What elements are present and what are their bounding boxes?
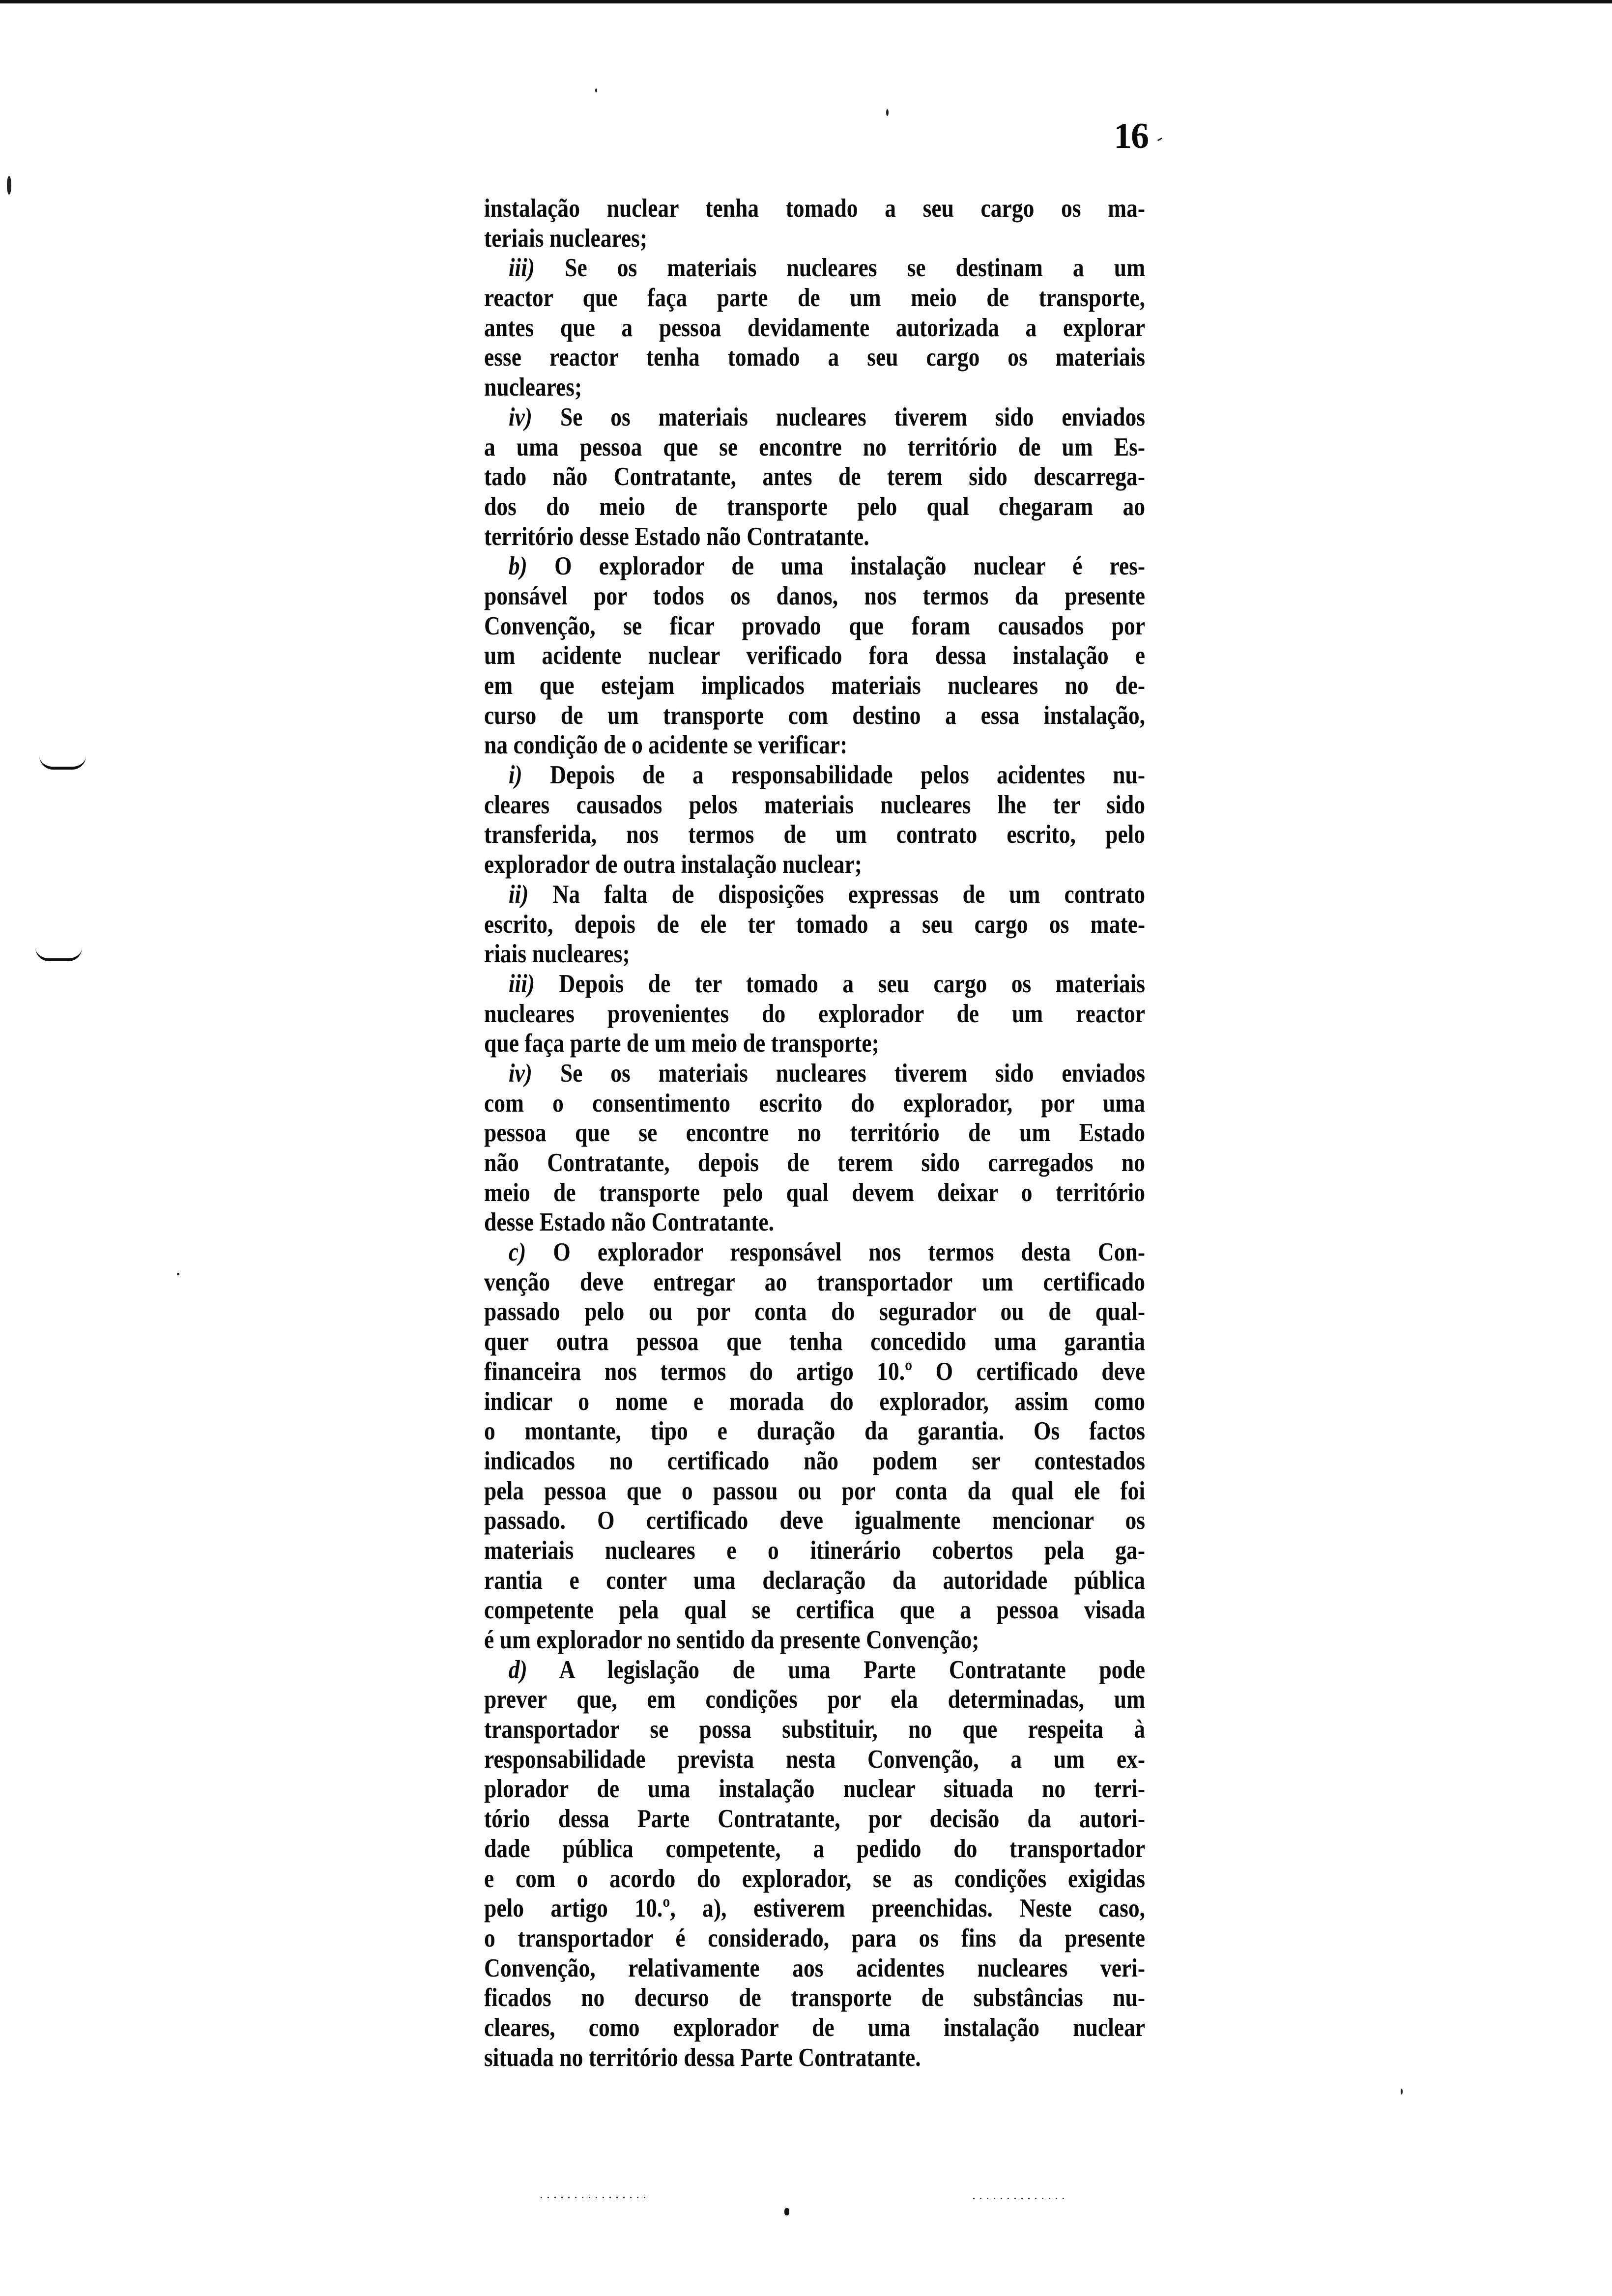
scan-bottom-mark xyxy=(784,2208,789,2215)
scan-speck xyxy=(595,88,597,92)
list-marker: ii) xyxy=(508,880,529,909)
text-line xyxy=(484,1953,1145,1983)
list-marker: i) xyxy=(508,761,522,790)
text-line xyxy=(484,939,1145,969)
line-text: e com o acordo do explorador, se as condições exigidas xyxy=(484,1864,1146,1893)
line-text: o transportador é considerado, para os fins da presente xyxy=(484,1923,1146,1952)
line-text: materiais nucleares e o itinerário cobertos pela ga- xyxy=(484,1536,1146,1565)
article-text-body xyxy=(484,194,1145,2072)
text-line xyxy=(484,1446,1145,1476)
scan-top-edge xyxy=(0,0,1612,3)
line-text: tado não Contratante, antes de terem sido descarrega- xyxy=(484,462,1146,491)
line-text: competente pela qual se certifica que a pessoa visada xyxy=(484,1596,1146,1625)
scan-speck xyxy=(886,109,889,116)
paragraph-start-line xyxy=(484,760,1145,790)
line-text: dade pública competente, a pedido do transportador xyxy=(484,1834,1146,1863)
line-text: não Contratante, depois de terem sido carregados no xyxy=(484,1148,1146,1177)
line-text: esse reactor tenha tomado a seu cargo os materiais xyxy=(484,343,1146,372)
text-line xyxy=(484,1566,1145,1596)
text-line xyxy=(484,2013,1145,2043)
text-line xyxy=(484,1118,1145,1148)
text-line xyxy=(484,1894,1145,1923)
line-text: transportador se possa substituir, no que respeita à xyxy=(484,1715,1146,1744)
text-line xyxy=(484,1864,1145,1894)
list-marker: iv) xyxy=(508,1059,532,1088)
paragraph-start-line xyxy=(484,253,1145,283)
paragraph-start-line xyxy=(484,1237,1145,1267)
line-text: dos do meio de transporte pelo qual chegaram ao xyxy=(484,492,1146,521)
list-marker: iv) xyxy=(508,402,532,431)
page-number: 16 xyxy=(1114,116,1148,156)
line-text: responsabilidade prevista nesta Convenção, a um ex- xyxy=(484,1745,1146,1774)
line-text: Se os materiais nucleares tiverem sido enviados xyxy=(532,1059,1146,1088)
line-text: na condição de o acidente se verificar: xyxy=(484,731,848,760)
list-marker: d) xyxy=(508,1655,527,1684)
paragraph-start-line xyxy=(484,1655,1145,1685)
line-text: prever que, em condições por ela determinadas, um xyxy=(484,1685,1146,1714)
line-text: rantia e conter uma declaração da autoridade pública xyxy=(484,1566,1146,1595)
text-line xyxy=(484,730,1145,760)
text-line xyxy=(484,522,1145,552)
line-text: pela pessoa que o passou ou por conta da qual ele foi xyxy=(484,1476,1146,1505)
line-text: financeira nos termos do artigo 10.º O certificado deve xyxy=(484,1357,1146,1386)
line-text: A legislação de uma Parte Contratante pode xyxy=(527,1655,1146,1684)
text-line xyxy=(484,283,1145,313)
punch-hole-mark xyxy=(35,947,82,961)
paragraph-start-line xyxy=(484,551,1145,581)
line-text: indicados no certificado não podem ser contestados xyxy=(484,1446,1146,1475)
text-line xyxy=(484,1745,1145,1775)
scan-speck xyxy=(1401,2089,1403,2095)
text-line xyxy=(484,671,1145,701)
line-text: cleares, como explorador de uma instalação nuclear xyxy=(484,2013,1146,2042)
line-text: passado pelo ou por conta do segurador ou de qual- xyxy=(484,1297,1146,1326)
paragraph-start-line xyxy=(484,402,1145,432)
text-line xyxy=(484,313,1145,343)
line-text: Depois de a responsabilidade pelos acidentes nu- xyxy=(522,761,1146,790)
line-text: explorador de outra instalação nuclear; xyxy=(484,850,862,879)
text-line xyxy=(484,1774,1145,1804)
paragraph-start-line xyxy=(484,1059,1145,1089)
paragraph-start-line xyxy=(484,880,1145,910)
line-text: tório dessa Parte Contratante, por decisão da autori- xyxy=(484,1805,1146,1834)
text-line xyxy=(484,1715,1145,1745)
list-marker: iii) xyxy=(508,969,535,998)
line-text: antes que a pessoa devidamente autorizada a explorar xyxy=(484,313,1146,342)
line-text: meio de transporte pelo qual devem deixar o território xyxy=(484,1178,1146,1207)
text-line xyxy=(484,2043,1145,2073)
text-line xyxy=(484,820,1145,850)
text-line xyxy=(484,1297,1145,1327)
line-text: nucleares provenientes do explorador de um reactor xyxy=(484,999,1146,1028)
text-line xyxy=(484,1506,1145,1536)
line-text: indicar o nome e morada do explorador, assim como xyxy=(484,1387,1146,1416)
page-number-mark xyxy=(1157,138,1162,142)
text-line xyxy=(484,1834,1145,1864)
line-text: O explorador de uma instalação nuclear é res- xyxy=(527,552,1146,581)
text-line xyxy=(484,194,1145,224)
text-line xyxy=(484,1625,1145,1655)
text-line xyxy=(484,462,1145,492)
text-line xyxy=(484,1685,1145,1715)
line-text: ficados no decurso de transporte de substâncias nu- xyxy=(484,1983,1146,2012)
line-text: Convenção, relativamente aos acidentes nucleares veri- xyxy=(484,1953,1146,1982)
line-text: quer outra pessoa que tenha concedido uma garantia xyxy=(484,1327,1146,1356)
line-text: situada no território dessa Parte Contratante. xyxy=(484,2043,921,2072)
text-line xyxy=(484,1476,1145,1506)
line-text: nucleares; xyxy=(484,373,582,402)
line-text: com o consentimento escrito do explorador, por uma xyxy=(484,1089,1146,1118)
paragraph-start-line xyxy=(484,969,1145,999)
line-text: pessoa que se encontre no território de um Estado xyxy=(484,1119,1146,1148)
line-text: Na falta de disposições expressas de um contrato xyxy=(528,880,1146,909)
text-line xyxy=(484,1089,1145,1119)
text-line xyxy=(484,1148,1145,1178)
list-marker: b) xyxy=(508,552,527,581)
text-line xyxy=(484,641,1145,671)
text-line xyxy=(484,373,1145,402)
line-text: venção deve entregar ao transportador um certificado xyxy=(484,1267,1146,1296)
line-text: um acidente nuclear verificado fora dessa instalação e xyxy=(484,641,1146,670)
line-text: desse Estado não Contratante. xyxy=(484,1208,775,1237)
line-text: que faça parte de um meio de transporte; xyxy=(484,1029,879,1058)
scan-speck xyxy=(177,1273,179,1275)
list-marker: c) xyxy=(508,1238,526,1267)
line-text: escrito, depois de ele ter tomado a seu cargo os mate- xyxy=(484,910,1146,939)
line-text: Convenção, se ficar provado que foram causados por xyxy=(484,611,1146,640)
line-text: Depois de ter tomado a seu cargo os materiais xyxy=(535,969,1146,998)
scan-dash-row xyxy=(541,2197,649,2198)
text-line xyxy=(484,1207,1145,1237)
text-line xyxy=(484,850,1145,880)
line-text: pelo artigo 10.º, a), estiverem preenchidas. Neste caso, xyxy=(484,1894,1146,1923)
text-line xyxy=(484,581,1145,611)
text-line xyxy=(484,1804,1145,1834)
text-line xyxy=(484,1267,1145,1297)
line-text: é um explorador no sentido da presente Convenção; xyxy=(484,1626,979,1654)
text-line xyxy=(484,1416,1145,1446)
scan-dash-row xyxy=(973,2198,1066,2199)
line-text: Se os materiais nucleares se destinam a um xyxy=(535,254,1146,283)
line-text: plorador de uma instalação nuclear situada no terri- xyxy=(484,1775,1146,1804)
line-text: teriais nucleares; xyxy=(484,224,648,253)
line-text: território desse Estado não Contratante. xyxy=(484,522,869,551)
text-line xyxy=(484,790,1145,820)
text-line xyxy=(484,1536,1145,1566)
text-line xyxy=(484,1029,1145,1059)
punch-hole-mark xyxy=(39,756,86,770)
line-text: transferida, nos termos de um contrato escrito, pelo xyxy=(484,820,1146,849)
text-line xyxy=(484,492,1145,522)
text-line xyxy=(484,910,1145,940)
list-marker: iii) xyxy=(508,254,535,283)
text-line xyxy=(484,224,1145,254)
text-line xyxy=(484,1595,1145,1625)
line-text: riais nucleares; xyxy=(484,940,630,969)
line-text: Se os materiais nucleares tiverem sido enviados xyxy=(532,402,1146,431)
text-line xyxy=(484,1357,1145,1387)
scan-speck xyxy=(7,176,11,195)
line-text: reactor que faça parte de um meio de transporte, xyxy=(484,284,1146,313)
text-line xyxy=(484,432,1145,462)
text-line xyxy=(484,701,1145,731)
line-text: cleares causados pelos materiais nucleares lhe ter sido xyxy=(484,790,1146,819)
line-text: curso de um transporte com destino a essa instalação, xyxy=(484,701,1146,730)
text-line xyxy=(484,1923,1145,1953)
line-text: ponsável por todos os danos, nos termos da presente xyxy=(484,581,1146,610)
text-line xyxy=(484,611,1145,641)
text-line xyxy=(484,999,1145,1029)
line-text: O explorador responsável nos termos desta Con- xyxy=(526,1238,1146,1267)
text-line xyxy=(484,1983,1145,2013)
text-line xyxy=(484,1178,1145,1208)
line-text: passado. O certificado deve igualmente mencionar os xyxy=(484,1506,1146,1535)
text-line xyxy=(484,1327,1145,1357)
line-text: instalação nuclear tenha tomado a seu cargo os ma- xyxy=(484,194,1146,223)
line-text: o montante, tipo e duração da garantia. Os factos xyxy=(484,1417,1146,1446)
text-line xyxy=(484,343,1145,373)
text-line xyxy=(484,1387,1145,1417)
line-text: a uma pessoa que se encontre no território de um Es- xyxy=(484,432,1146,461)
line-text: em que estejam implicados materiais nucleares no de- xyxy=(484,671,1146,700)
